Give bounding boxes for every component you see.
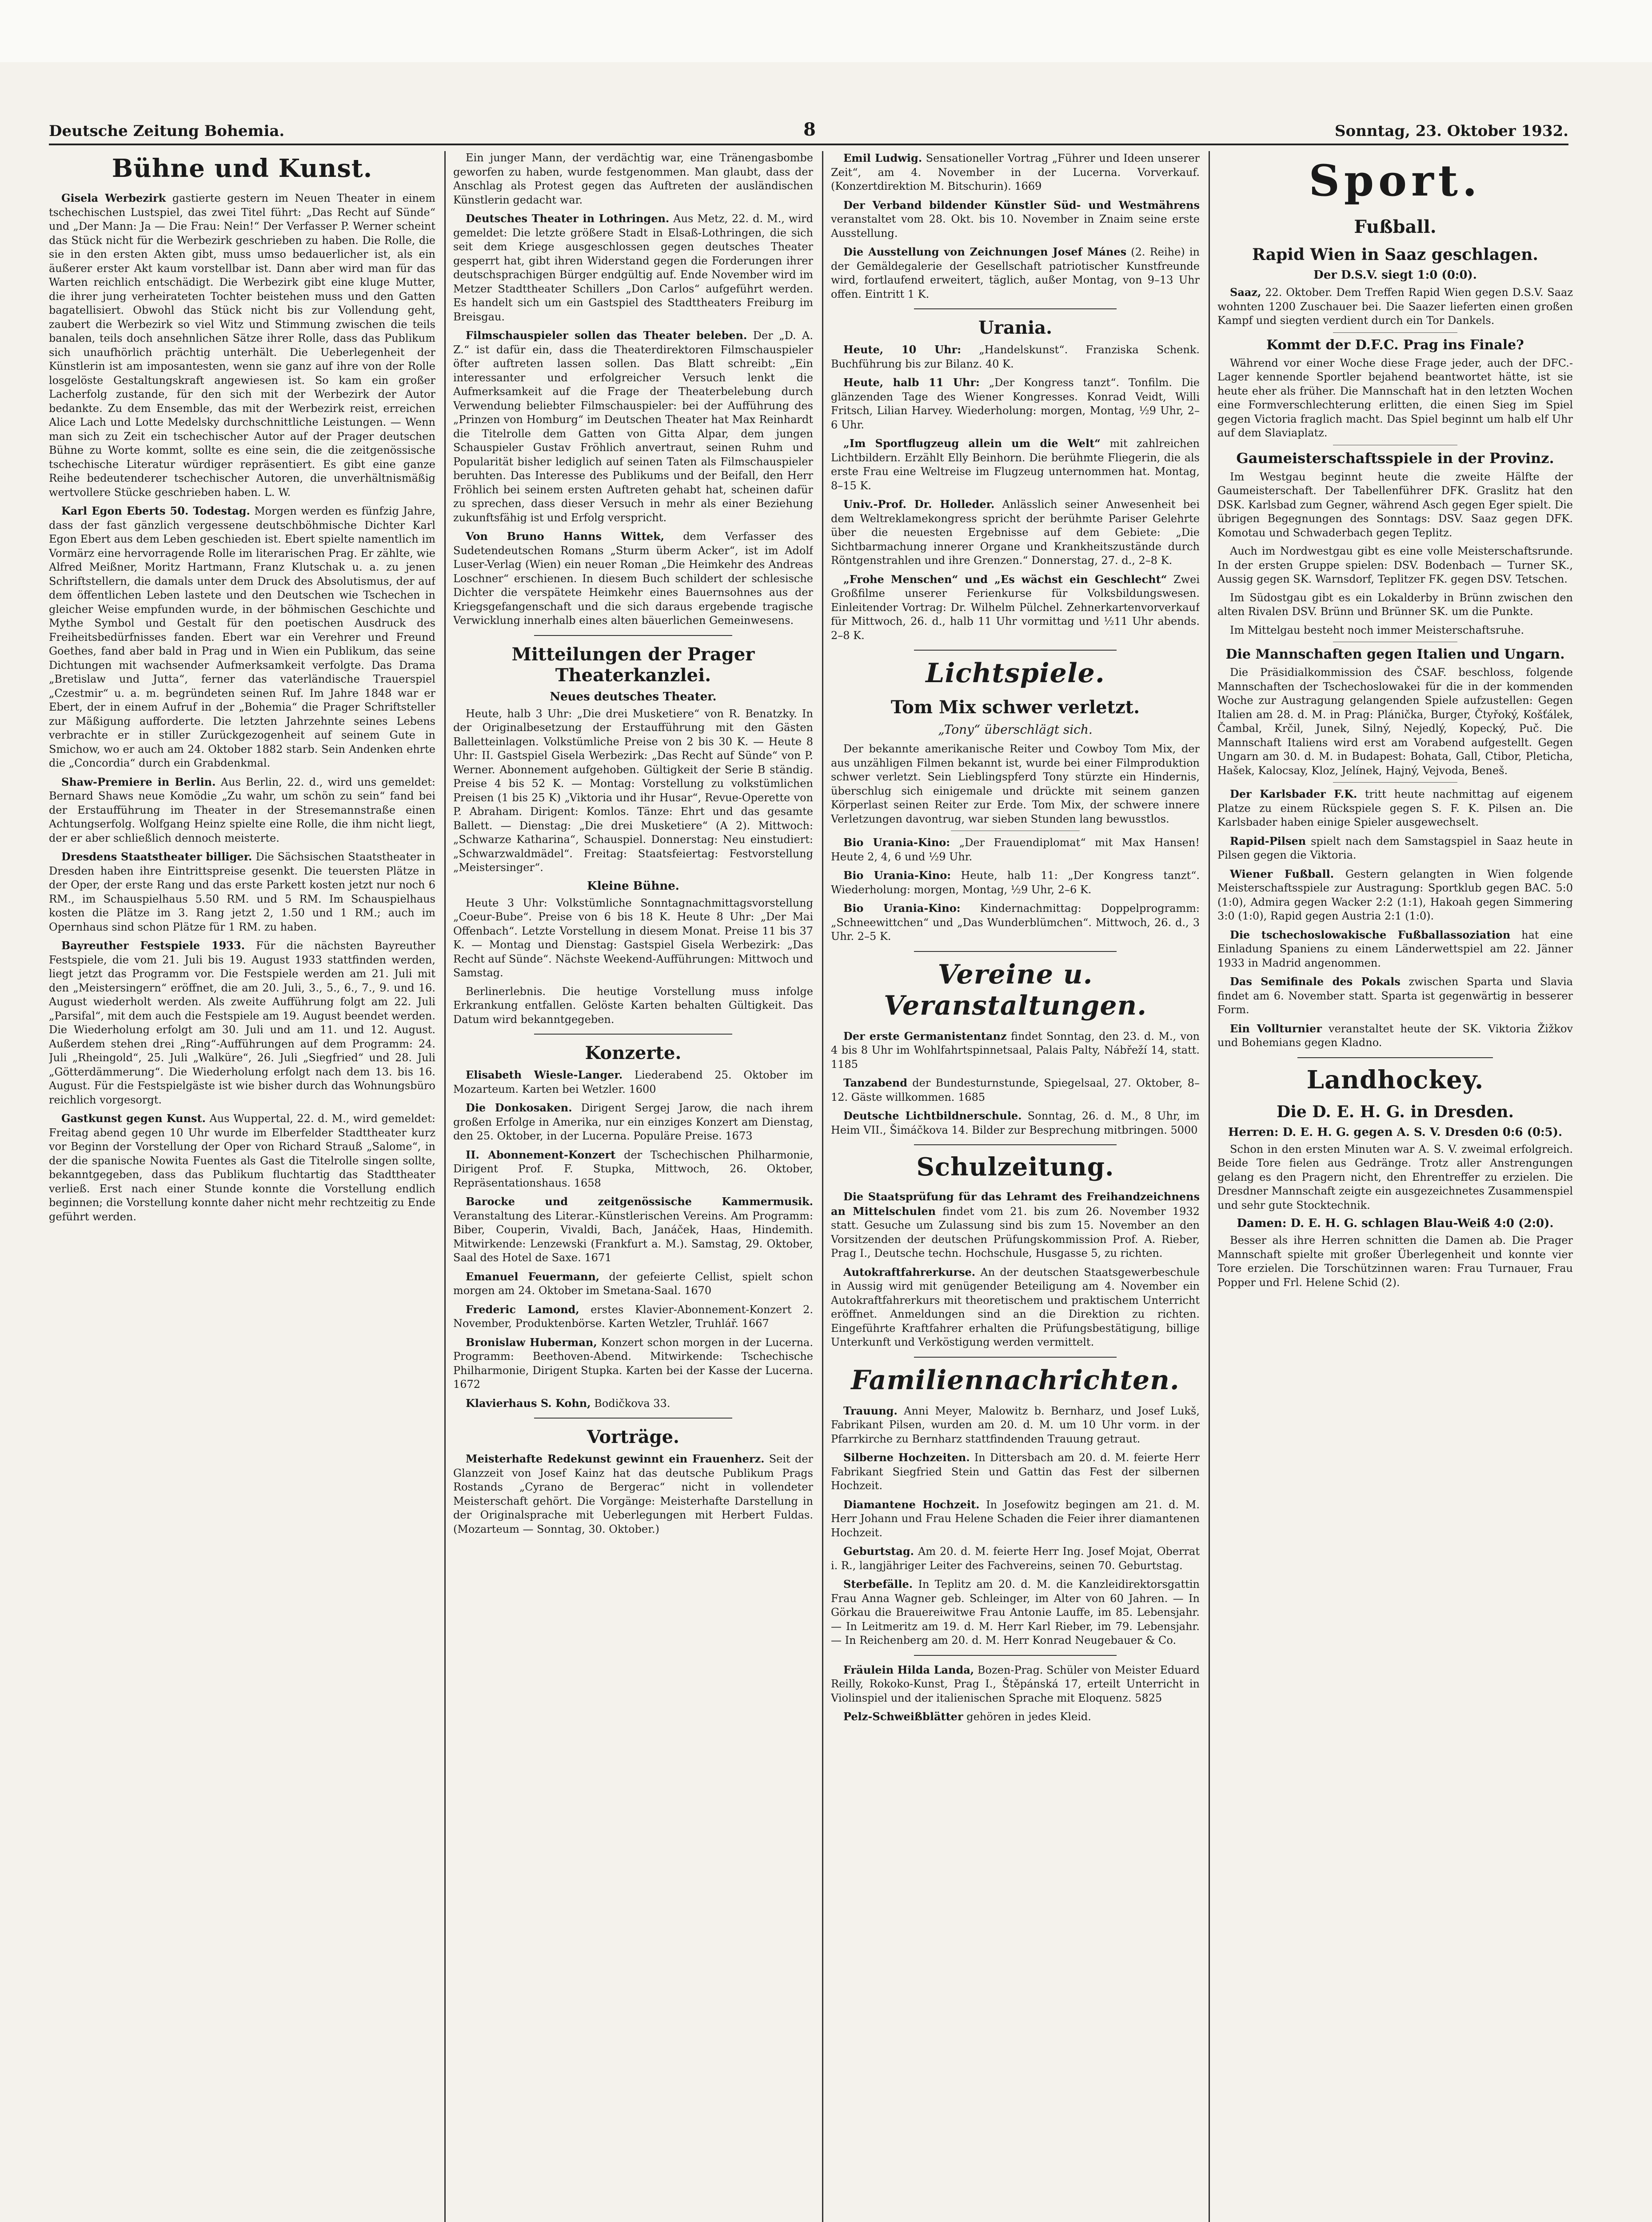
article-lead: Deutsches Theater in Lothringen. (466, 212, 670, 225)
article-text: Aus Berlin, 22. d., wird uns gemeldet: Bernard Shaws neue Komödie „Zu wahr, um schön zu sein“ fand bei der Erstaufführung im Theater in der Stresemannstraße einen Achtungserfolg. Wolfgang Heinz spielte eine Rolle, die ihm nicht liegt, der er aber schließlich dennoch meisterte. (49, 775, 435, 844)
damen-headline: Damen: D. E. H. G. schlagen Blau-Weiß 4:0 (2:0). (1237, 1217, 1554, 1230)
cinema-notice (831, 901, 1200, 944)
cinema-notice (831, 868, 1200, 897)
dfc-text: Während vor einer Woche diese Frage jeder, auch der DFC.-Lager kennende Sportler bejahend beantwortet hätte, ist sie heute eher als früher. Die Mannschaft hat in den letzten Wochen eine Formverschlechterung erlitten, die einen Sieg im Spiel gegen Victoria fraglich macht. Das Spiel beginnt um halb elf Uhr auf dem Slaviaplatz. (1217, 356, 1573, 439)
buehne-articles (49, 191, 435, 1224)
league-notice-text: Auch im Nordwestgau gibt es eine volle Meisterschaftsrunde. In der ersten Gruppe spielen: DSV. Bodenbach — Turner SK., Aussig gegen SK. Warnsdorf, Teplitzer FK. gegen DSV. Tetschen. (1217, 545, 1573, 585)
urania-notice-lead: „Im Sportflugzeug allein um die Welt“ (843, 437, 1101, 450)
article-lead: Der Verband bildender Künstler Süd- und Westmährens (843, 198, 1200, 212)
classified-notice-lead: Fräulein Hilda Landa, (843, 1663, 974, 1676)
konzerte-list (453, 1068, 813, 1411)
urania-notice-text: „Der Kongress tanzt“. Tonfilm. Die glänzenden Tage des Wiener Kongresses. Konrad Veidt, Willi Fritsch, Lilian Harvey. Wiederholung: morgen, Montag, ½9 Uhr, 2–6 Uhr. (831, 376, 1200, 431)
article (831, 245, 1200, 301)
classified-notice-text: gehören in jedes Kleid. (966, 1710, 1091, 1723)
concert-notice (453, 1335, 813, 1392)
league-notice (1217, 623, 1573, 638)
column-rule (444, 151, 446, 2222)
urania-notice (831, 436, 1200, 493)
lecture-notice (453, 1452, 813, 1536)
classified-notice (831, 1663, 1200, 1706)
divider (1333, 782, 1457, 783)
article (453, 212, 813, 324)
damen-text: Besser als ihre Herren schnitten die Damen ab. Die Prager Mannschaft spielte mit großer Überlegenheit und konnte vier Tore erzielen. Die Torschützinnen waren: Frau Turnauer, Frau Popper und Frl. Helene Schid (2). (1217, 1234, 1573, 1289)
section-title-familien: Familiennachrichten. (851, 1364, 1180, 1396)
sport-notice-text: spielt nach dem Samstagspiel in Saaz heute in Pilsen gegen die Viktoria. (1217, 835, 1573, 861)
sport-notice (1217, 787, 1573, 830)
club-notice-text: findet Sonntag, den 23. d. M., von 4 bis 8 Uhr im Wohlfahrtspinnetsaal, Palais Palty, Nábřeží 14, statt. 1185 (831, 1030, 1200, 1071)
section-title-sport: Sport. (1309, 156, 1482, 206)
divider (534, 635, 732, 636)
article-text: Aus Metz, 22. d. M., wird gemeldet: Die letzte größere Stadt in Elsaß-Lothringen, die sich seit dem Kriege ausgeschlossen gegen deutsches Theater gesperrt hat, gibt ihren Widerstand gegen die Forderungen ihrer deutschsprachigen Bürger endgültig auf. Ende November wird im Metzer Stadttheater Schillers „Don Carlos“ aufgeführt werden. Es handelt sich um ein Gastspiel des Stadttheaters Freiburg im Breisgau. (453, 212, 813, 323)
sport-notice-text: tritt heute nachmittag auf eigenem Platze zu einem Rückspiele gegen S. F. K. Pilsen an. Die Karlsbader haben einige Spieler ausgewechselt. (1217, 788, 1573, 828)
concert-notice (453, 1396, 813, 1411)
league-notice-text: Im Südostgau gibt es ein Lokalderby in Brünn zwischen den alten Rivalen DSV. Brünn und Brünner SK. um die Punkte. (1217, 591, 1573, 618)
classified-notices (831, 1663, 1200, 1724)
article (49, 850, 435, 934)
club-notice-lead: Tanzabend (843, 1076, 908, 1089)
club-notice (831, 1029, 1200, 1072)
club-notice (831, 1109, 1200, 1137)
urania-notice-text: Zwei Großfilme unserer Ferienkurse für Volksbildungswesen. Einleitender Vortrag: Dr. Wilhelm Pülchel. Zehnerkartenvorverkauf für Mittwoch, 26. d., halb 11 Uhr vormittag und ½11 Uhr abends. 2–8 K. (831, 573, 1200, 642)
sport-notice-text: Gestern gelangten in Wien folgende Meisterschaftsspiele zur Austragung: Sportklub gegen BAC. 5:0 (1:0), Admira gegen Wacker 2:2 (1:1), Hakoah gegen Simmering 3:0 (1:0), Rapid gegen Austria 2:1 (1:0). (1217, 867, 1573, 922)
divider (1333, 332, 1457, 333)
exhibition-articles (831, 151, 1200, 301)
urania-list (831, 343, 1200, 643)
kino-list (831, 835, 1200, 944)
section-title-urania: Urania. (978, 317, 1052, 338)
concert-notice-lead: Klavierhaus S. Kohn, (466, 1396, 591, 1410)
cinema-notice-text: „Der Frauendiplomat“ mit Max Hansen! Heute 2, 4, 6 und ½9 Uhr. (831, 836, 1200, 863)
kleine-buehne-text: Heute 3 Uhr: Volkstümliche Sonntagnachmittagsvorstellung „Coeur-Bube“. Preise von 6 bis 18 K. Heute 8 Uhr: „Der Mai Offenbach“. Letzte Vorstellung in diesem Monat. Preise 11 bis 37 K. — Montag und Dienstag: Gastspiel Gisela Werbezirk: „Das Recht auf Sünde“. Nächste Weekend-Aufführungen: Mittwoch und Samstag. (453, 896, 813, 979)
club-notice-text: Sonntag, 26. d. M., 8 Uhr, im Heim VII., Šimáčkova 14. Bilder zur Besprechung mitbringen. 5000 (831, 1110, 1200, 1136)
masthead-date: Sonntag, 23. Oktober 1932. (1334, 122, 1568, 140)
column-vereine (831, 151, 1200, 2222)
divider (914, 650, 1117, 651)
sport-notice-lead: Der Karlsbader F.K. (1230, 787, 1357, 800)
sport-notice-lead: Die tschechoslowakische Fußballassoziation (1230, 928, 1511, 941)
article (831, 198, 1200, 241)
scan-margin (0, 0, 1652, 62)
article-text: Sensationeller Vortrag „Führer und Ideen unserer Zeit“, am 4. November in der Lucerna. Vorverkauf. (Konzertdirektion M. Bitschurin). 1669 (831, 152, 1200, 192)
article-text: gastierte gestern im Neuen Theater in einem tschechischen Lustspiel, das zwei Titel führt: „Das Recht auf Sünde“ und „Der Mann: Ja — Die Frau: Nein!“ Der Verfasser P. Werner scheint das Stück nicht für die Werbezirk geschrieben zu haben. Die Rolle, die sie in den ersten Akten gibt, muss umso bedauerlicher ist, als ein äußerer erster Akt kaum vorstellbar ist. Dann aber wird man für das Warten reichlich entschädigt. Die Werbezirk gibt eine kluge Mutter, die ihrer jung verheirateten Tochter beistehen muss und den Gatten bagatellisiert. Obwohl das Stück nicht bis zur Vollendung geht, zaubert die Werbezirk so viel Witz und Stimmung zwischen die teils banalen, teils doch ansehnlichen Sätze ihrer Rolle, dass das Publikum sich unaufhörlich prächtig unterhält. Die Ueberlegenheit der Künstlerin ist am imposantesten, wenn sie ganz auf ihre von der Rolle losgelöste Gestaltungskraft angewiesen ist. So kam ein großer Lacherfolg zustande, für den sich mit der Werbezirk der Autor bedankte. Zu dem Ensemble, das mit der Werbezirk reist, erreichen Alice Lach und Lotte Medelsky durchschnittliche Leistungen. — Wenn man sich zu Zeit ein tschechischer Autor auf der Prager deutschen Bühne zu Worte kommt, sollte es eine sein, die die zeitgenössische tschechische Literatur würdiger repräsentiert. Es gibt eine ganze Reihe bedeutenderer tschechischer Autoren, die unverhältnismäßig wertvollere Stücke geschrieben haben. L. W. (49, 192, 435, 499)
concert-notice-lead: II. Abonnement-Konzert (466, 1148, 616, 1161)
urania-notice-text: „Handelskunst“. Franziska Schenk. Buchführung bis zur Bilanz. 40 K. (831, 344, 1200, 370)
column-rule (822, 151, 823, 2222)
article-text: (2. Reihe) in der Gemäldegalerie der Gesellschaft patriotischer Kunstfreunde wird, fortlaufend erweitert, täglich, außer Montag, von 9–13 Uhr offen. Eintritt 1 K. (831, 246, 1200, 300)
article-text: Morgen werden es fünfzig Jahre, dass der fast gänzlich vergessene deutschböhmische Dichter Karl Egon Ebert aus dem Leben geschieden ist. Ebert spielte namentlich im Vormärz eine hervorragende Rolle im literarischen Prag. Er zählte, wie Alfred Meißner, Moritz Hartmann, Franz Klutschak u. a. zu jenen Schriftstellern, die damals unter dem Druck des Absolutismus, der auf dem öffentlichen Leben lastete und den Deutschen wie Tschechen in gleicher Weise empfunden wurde, in der böhmischen Geschichte und Mythe Symbol und Gestalt für den poetischen Ausdruck des Freiheitsbedürfnisses fanden. Ebert war ein Verehrer und Freund Goethes, fand aber bald in Prag und in Wien ein Publikum, das seine Dichtungen mit wachsender Aufmerksamkeit verfolgte. Das Drama „Bretislaw und Jutta“, ferner das vaterländische Trauerspiel „Czestmir“ u. a. m. begründeten seinen Ruf. Im Jahre 1848 war er Ebert, der in einem Aufruf in der „Bohemia“ die Prager Schriftsteller zur Mäßigung aufforderte. Die letzten Jahrzehnte seines Lebens verbrachte er in stiller Zurückgezogenheit auf seinem Gute in Smichow, wo er auch am 24. Oktober 1882 starb. Sein Andenken ehrte die „Concordia“ durch ein Grabdenkmal. (49, 505, 435, 769)
neues-theater-text: Heute, halb 3 Uhr: „Die drei Musketiere“ von R. Benatzky. In der Originalbesetzung der Erstaufführung mit den Gästen Balletteinlagen. Volkstümliche Preise von 2 bis 30 K. — Heute 8 Uhr: II. Gastspiel Gisela Werbezirk: „Das Recht auf Sünde“ von P. Werner. Abonnement aufgehoben. Gültigkeit der Serie B ständig. Preise 4 bis 52 K. — Montag: Vorstellung zu volkstümlichen Preisen (1 bis 25 K) „Viktoria und ihr Husar“, Revue-Operette von P. Abraham. Dirigent: Komlos. Tänze: Ehrt und das gesamte Ballett. — Dienstag: „Die drei Musketiere“ (A 2). Mittwoch: „Schwarze Katharina“, Schauspiel. Donnerstag: Neu einstudiert: „Schwarzwaldmädel“. Freitag: Staatsfeiertag: Festvorstellung „Meistersinger“. (453, 707, 813, 874)
sport-notice (1217, 1022, 1573, 1050)
section-title-buehne: Bühne und Kunst. (112, 154, 373, 183)
article (49, 504, 435, 771)
family-notice-lead: Silberne Hochzeiten. (843, 1451, 970, 1464)
article (49, 1111, 435, 1224)
club-notice-lead: Der erste Germanistentanz (843, 1029, 1007, 1043)
league-notice (1217, 544, 1573, 587)
concert-notice-lead: Frederic Lamond, (466, 1303, 579, 1316)
club-notice-lead: Deutsche Lichtbildnerschule. (843, 1109, 1022, 1122)
urania-notice (831, 343, 1200, 371)
vereine-list (831, 1029, 1200, 1138)
familien-list (831, 1404, 1200, 1648)
concert-notice-text: Dirigent Sergej Jarow, die nach ihrem großen Erfolge in Amerika, nur ein einziges Konzert am Dienstag, den 25. Oktober, in der Lucerna. Populäre Preise. 1673 (453, 1102, 813, 1142)
mannschaften-text: Die Präsidialkommission des ČSAF. beschloss, folgende Mannschaften der Tschechoslowakei für die in der kommenden Woche zur Austragung gelangenden Spiele aufzustellen: Gegen Italien am 28. d. M. in Prag: Plánička, Burger, Čtyřoký, Košťálek, Čambal, Krčil, Junek, Silný, Nejedlý, Kopecký, Puč. Die Mannschaft Italiens wird erst am Vorabend aufgestellt. Gegen Ungarn am 30. d. M. in Budapest: Bohata, Gall, Ctibor, Pleticha, Hašek, Kalocsay, Kloz, Jelínek, Hajný, Vejvoda, Beneš. (1217, 666, 1573, 777)
league-notice-text: Im Westgau beginnt heute die zweite Hälfte der Gaumeisterschaft. Der Tabellenführer DFK. Graslitz hat den DSK. Karlsbad zum Gegner, während Asch gegen Eger spielt. Die übrigen Begegnungen des Sonntags: DSV. Saaz gegen DFK. Komotau und Schwaderbach gegen Teplitz. (1217, 470, 1573, 539)
concert-notice-lead: Bronislaw Huberman, (466, 1335, 597, 1349)
concert-notice-lead: Elisabeth Wiesle-Langer. (466, 1068, 623, 1081)
column-theater (453, 151, 813, 2222)
article-lead: Die Ausstellung von Zeichnungen Josef Mánes (843, 245, 1127, 258)
concert-notice-text: Liederabend 25. Oktober im Mozarteum. Karten bei Wetzler. 1600 (453, 1069, 813, 1095)
sport-notice-text: zwischen Sparta und Slavia findet am 6. November statt. Sparta ist gegenwärtig in besserer Form. (1217, 975, 1573, 1016)
family-notice (831, 1544, 1200, 1573)
concert-notice-text: Veranstaltung des Literar.-Künstlerischen Vereins. Am Programm: Biber, Couperin, Vivaldi, Bach, Janáček, Haas, Hindemith. Mitwirkende: Lenzewski (Frankfurt a. M.). Samstag, 29. Oktober, Saal des Hotel de Saxe. 1671 (453, 1209, 813, 1264)
landhockey-headline: Die D. E. H. G. in Dresden. (1277, 1102, 1514, 1121)
fussball-headline: Rapid Wien in Saaz geschlagen. (1252, 245, 1538, 264)
divider (914, 1144, 1117, 1145)
family-notice-lead: Trauung. (843, 1404, 898, 1417)
divider (914, 1655, 1117, 1656)
concert-notice (453, 1148, 813, 1191)
school-notice (831, 1265, 1200, 1350)
article-lead: Gastkunst gegen Kunst. (61, 1112, 206, 1125)
masthead-paper-name: Deutsche Zeitung Bohemia. (49, 122, 285, 140)
family-notice (831, 1404, 1200, 1447)
match-report-lead: Saaz, (1230, 286, 1261, 299)
article-text: Aus Wuppertal, 22. d. M., wird gemeldet: Freitag abend gegen 10 Uhr wurde im Elberfelder Stadttheater kurz vor Beginn der Vorstellung der Oper von Richard Strauß „Salome“, in der die spanische Nowita Fuentes als Gast die Titelrolle singen sollte, bekanntgegeben, dass das Publikum fluchtartig das Stadttheater verließ. Erst nach einer Stunde konnte die Vorstellung endlich beginnen; die Vorstellung konnte daher nicht mehr rechtzeitig zu Ende geführt werden. (49, 1112, 435, 1223)
divider (914, 1357, 1117, 1358)
article (453, 529, 813, 628)
school-notice (831, 1190, 1200, 1261)
urania-notice (831, 497, 1200, 568)
landhockey-text: Schon in den ersten Minuten war A. S. V. zweimal erfolgreich. Beide Tore fielen aus Gedränge. Trotz aller Anstrengungen gelang es den Pragern nicht, den Ehrentreffer zu erzielen. Die Dresdner Mannschaft zeigte ein ausgezeichnetes Zusammenspiel und sehr gute Stocktechnik. (1217, 1143, 1573, 1211)
vortraege-list (453, 1452, 813, 1536)
article-lead: Emil Ludwig. (843, 152, 922, 164)
section-title-vortraege: Vorträge. (587, 1427, 679, 1447)
school-notice-lead: Die Staatsprüfung für das Lehramt des Freihandzeichnens an Mittelschulen (831, 1190, 1200, 1218)
lecture-notice-text: Seit der Glanzzeit von Josef Kainz hat das deutsche Publikum Prags Rostands „Cyrano de Bergerac“ nicht in vollendeter Meisterschaft gehört. Die Vorgänge: Meisterhafte Darstellung in der Originalsprache mit Ueberlegungen mit Herbert Fuldas. (Mozarteum — Sonntag, 30. Oktober.) (453, 1453, 813, 1535)
school-notice-text: An der deutschen Staatsgewerbeschule in Aussig wird mit genügender Beteiligung am 4. November ein Autokraftfahrerkurs mit theoretischem und praktischem Unterricht eröffnet. Anmeldungen sind an die Direktion zu richten. Eingeführte Kraftfahrer erhalten die Prüfungsbestätigung, billige Unterkunft und Verköstigung werden vermittelt. (831, 1266, 1200, 1348)
section-title-lichtspiele: Lichtspiele. (926, 658, 1105, 689)
concert-notice-text: der Tschechischen Philharmonie, Dirigent Prof. F. Stupka, Mittwoch, 26. Oktober, Repräsentationshaus. 1658 (453, 1148, 813, 1189)
family-notice-text: Am 20. d. M. feierte Herr Ing. Josef Mojat, Oberrat i. R., langjähriger Leiter des Fachvereins, seinen 70. Geburtstag. (831, 1545, 1200, 1572)
league-notice (1217, 591, 1573, 619)
article-text: veranstaltet vom 28. Okt. bis 10. November in Znaim seine erste Ausstellung. (831, 213, 1200, 240)
masthead (49, 109, 1568, 145)
urania-notice-text: Anlässlich seiner Anwesenheit bei dem Weltreklamekongress spricht der berühmte Pariser Gelehrte über die neuesten Ergebnisse auf dem Gebiete: „Die Sichtbarmachung innerer Organe und Krankheitszustände durch Röntgenstrahlen und ihre Grenzen.“ Donnerstag, 27. d., 2–8 K. (831, 498, 1200, 567)
cinema-notice-lead: Bio Urania-Kino: (843, 902, 961, 915)
section-title-schulzeitung: Schulzeitung. (916, 1152, 1114, 1182)
classified-notice-text: Bozen-Prag. Schüler von Meister Eduard Reilly, Rokoko-Kunst, Prag I., Štěpánská 17, erteilt Unterricht in Violinspiel und der italienischen Sprache mit Eloquenz. 5825 (831, 1663, 1200, 1704)
article (49, 939, 435, 1107)
column-sport (1217, 151, 1573, 2222)
family-notice-text: In Teplitz am 20. d. M. die Kanzleidirektorsgattin Frau Anna Wagner geb. Schleinger, im Alter von 60 Jahren. — In Görkau die Brauereiwitwe Frau Antonie Lauffe, im 85. Lebensjahr. — In Leitmeritz am 19. d. M. Herr Karl Rieber, im 79. Lebensjahr. — In Reichenberg am 20. d. M. Herr Konrad Neugebauer & Co. (831, 1578, 1200, 1647)
cinema-notice-text: Kindernachmittag: Doppelprogramm: „Schneewittchen“ und „Das Wunderblümchen“. Mittwoch, 26. d., 3 Uhr. 2–5 K. (831, 902, 1200, 943)
cinema-notice-text: Heute, halb 11: „Der Kongress tanzt“. Wiederholung: morgen, Montag, ½9 Uhr, 2–6 K. (831, 869, 1200, 896)
family-notice (831, 1498, 1200, 1540)
concert-notice-text: Konzert schon morgen in der Lucerna. Programm: Beethoven-Abend. Mitwirkende: Tschechische Philharmonie, Dirigent Stupka. Karten bei der Kasse der Lucerna. 1672 (453, 1336, 813, 1391)
classified-notice-lead: Pelz-Schweißblätter (843, 1710, 963, 1723)
concert-notice-text: Bodičkova 33. (594, 1397, 670, 1410)
urania-notice-text: mit zahlreichen Lichtbildern. Erzählt Elly Beinhorn. Die berühmte Fliegerin, die als erste Frau eine Weltreise im Flugzeug unternommen hat. Montag, 8–15 K. (831, 437, 1200, 492)
article-text: Der „D. A. Z.“ ist dafür ein, dass die Theaterdirektoren Filmschauspieler öfter auftreten lassen sollen. Das Blatt schreibt: „Ein interessanter und erfolgreicher Versuch lenkt die Aufmerksamkeit auf die Frage der Theaterbelebung durch Verwendung beliebter Filmschauspieler: bei der Aufführung des „Prinzen von Homburg“ im Deutschen Theater hat Max Reinhardt die Titelrolle dem Gatten von Gitta Alpar, dem jungen Schauspieler Gustav Fröhlich anvertraut, seinen Ruhm und Popularität bisher lediglich auf seinen Taten als Filmschauspieler beruhten. Das Interesse des Publikums und der Beifall, den Herr Fröhlich bei seinem ersten Auftreten gehabt hat, scheinen dafür zu sprechen, dass dieser Versuch in mehr als einer Beziehung zukunftsfähig ist und Erfolg verspricht. (453, 329, 813, 524)
dfc-headline: Kommt der D.F.C. Prag ins Finale? (1266, 337, 1524, 353)
sport-notice (1217, 867, 1573, 923)
lichtspiele-headline: Tom Mix schwer verletzt. (890, 697, 1140, 718)
article (831, 151, 1200, 194)
section-title-landhockey: Landhockey. (1306, 1065, 1484, 1095)
club-notice-text: der Bundesturnstunde, Spiegelsaal, 27. Oktober, 8–12. Gäste willkommen. 1685 (831, 1077, 1200, 1103)
lecture-notice-lead: Meisterhafte Redekunst gewinnt ein Frauenherz. (466, 1452, 765, 1465)
family-notice-lead: Geburtstag. (843, 1545, 914, 1558)
subsection-fussball: Fußball. (1354, 216, 1437, 237)
article-lead: Karl Egon Eberts 50. Todestag. (61, 504, 250, 517)
divider (914, 308, 1117, 309)
sport-notice-lead: Ein Vollturnier (1230, 1022, 1322, 1035)
urania-notice-lead: Heute, halb 11 Uhr: (843, 376, 980, 389)
lichtspiele-subhead: „Tony“ überschlägt sich. (938, 722, 1093, 737)
concert-notice (453, 1303, 813, 1331)
fussball-list (1217, 285, 1573, 328)
article-text: Für die nächsten Bayreuther Festspiele, die vom 21. Juli bis 19. August 1933 stattfinden werden, liegt jetzt das Programm vor. Die Festspiele werden am 21. Juli mit den „Meistersingern“ eröffnet, die am 20. Juli, 3., 5., 6., 7., 9. und 16. August wiederholt werden. Als zweite Aufführung folgt am 22. Juli „Parsifal“, mit dem auch die Festspiele am 19. August beendet werden. Die Wiederholung erfolgt am 30. Juli und am 11. und 12. August. Außerdem stehen drei „Ring“-Aufführungen auf dem Programm: 24. Juli „Rheingold“, 25. Juli „Walküre“, 26. Juli „Siegfried“ und 28. Juli „Götterdämmerung“. Die Wiederholung erfolgt nach dem 13. bis 16. August. Für die Festspielgäste ist wie bisher durch das Wohnungsbüro reichlich vorgesorgt. (49, 939, 435, 1106)
article-text: dem Verfasser des Sudetendeutschen Romans „Sturm überm Acker“, ist im Adolf Luser-Verlag (Wien) ein neuer Roman „Die Heimkehr des Andreas Loschner“ erschienen. In diesem Buch schildert der schlesische Dichter die verspätete Heimkehr eines Bauernsohnes aus der Kriegsgefangenschaft und die sich daraus ergebende tragische Verwicklung innerhalb eines alten bäuerlichen Gemeinwesens. (453, 530, 813, 627)
article-lead: Filmschauspieler sollen das Theater beleben. (466, 329, 747, 342)
urania-notice-lead: Heute, 10 Uhr: (843, 343, 962, 356)
page-number: 8 (803, 119, 816, 140)
sport-notice-lead: Rapid-Pilsen (1230, 834, 1306, 847)
urania-notice (831, 376, 1200, 432)
sport-notice-lead: Das Semifinale des Pokals (1230, 975, 1401, 988)
fussball-subline: Der D.S.V. siegt 1:0 (0:0). (1313, 268, 1477, 282)
landhockey-subline: Herren: D. E. H. G. gegen A. S. V. Dresden 0:6 (0:5). (1228, 1125, 1563, 1139)
school-notice-text: findet vom 21. bis zum 26. November 1932 statt. Gesuche um Zulassung sind bis zum 15. November an den Vorsitzenden der deutschen Prüfungskommission Prof. A. Rieber, Prag I., Deutsche techn. Hochschule, Husgasse 5, zu richten. (831, 1205, 1200, 1259)
urania-notice-lead: „Frohe Menschen“ und „Es wächst ein Geschlecht“ (843, 572, 1167, 586)
family-notice-lead: Sterbefälle. (843, 1578, 913, 1591)
club-notice (831, 1076, 1200, 1104)
gau-list (1217, 470, 1573, 638)
classified-notice (831, 1710, 1200, 1724)
school-notice-lead: Autokraftfahrerkurse. (843, 1265, 976, 1279)
urania-notice-lead: Univ.-Prof. Dr. Holleder. (843, 498, 995, 511)
lichtspiele-text: Der bekannte amerikanische Reiter und Cowboy Tom Mix, der aus unzähligen Filmen bekannt ist, wurde bei einer Filmproduktion schwer verletzt. Sein Lieblingspferd Tony stürzte ein Hindernis, überschlug sich einigemale und drückte mit seinem ganzen Körperlast seinen Reiter zur Erde. Tom Mix, der schwere innere Verletzungen davontrug, war sieben Stunden lang bewusstlos. (831, 743, 1200, 825)
section-title-vereine: Vereine u. Veranstaltungen. (883, 959, 1147, 1021)
article (49, 191, 435, 500)
article-text: Die Sächsischen Staatstheater in Dresden haben ihre Eintrittspreise gesenkt. Die teuersten Plätze in der Oper, der erste Rang und das erste Parkett kosten jetzt nur noch 6 RM., im Schauspielhaus 5.50 RM. und 5 RM. Im Schauspielhaus kosten die Plätze im 3. Rang jetzt 2, 1.50 und 1 RM.; auch im Opernhaus sind schon Plätze für 1 RM. zu haben. (49, 851, 435, 933)
divider (914, 951, 1117, 952)
concert-notice (453, 1101, 813, 1143)
cinema-notice-lead: Bio Urania-Kino: (843, 836, 950, 849)
article (49, 775, 435, 846)
divider (534, 1418, 732, 1419)
sport-notice (1217, 928, 1573, 971)
cinema-notice-lead: Bio Urania-Kino: (843, 869, 951, 882)
league-notice-text: Im Mittelgau besteht noch immer Meisterschaftsruhe. (1230, 623, 1524, 636)
sport-notice (1217, 834, 1573, 863)
concert-notice-text: der gefeierte Cellist, spielt schon morgen am 24. Oktober im Smetana-Saal. 1670 (453, 1270, 813, 1297)
sport-notice-text: veranstaltet heute der SK. Viktoria Žižkov und Bohemians gegen Kladno. (1217, 1022, 1573, 1049)
concert-notice (453, 1068, 813, 1096)
cinema-notice (831, 835, 1200, 864)
family-notice (831, 1577, 1200, 1648)
sport-notice-text: hat eine Einladung Spaniens zu einem Länderwettspiel am 22. Jänner 1933 in Madrid angenommen. (1217, 928, 1573, 969)
urania-notice (831, 572, 1200, 643)
article-lead: Gisela Werbezirk (61, 192, 166, 204)
match-report (1217, 285, 1573, 328)
family-notice-lead: Diamantene Hochzeit. (843, 1498, 980, 1511)
column-rule (1209, 151, 1210, 2222)
concert-notice-text: erstes Klavier-Abonnement-Konzert 2. November, Produktenbörse. Karten Wetzler, Truhlář. 1667 (453, 1303, 813, 1330)
article-lead: Dresdens Staatstheater billiger. (61, 850, 252, 863)
section-title-mitteilungen: Mitteilungen der Prager Theaterkanzlei. (511, 643, 755, 686)
gau-headline: Gaumeisterschaftsspiele in der Provinz. (1236, 449, 1554, 467)
sport-notice (1217, 975, 1573, 1017)
article-lead: Von Bruno Hanns Wittek, (466, 530, 665, 543)
concert-notice-lead: Emanuel Feuermann, (466, 1270, 600, 1283)
family-notice-text: In Josefowitz begingen am 21. d. M. Herr Johann und Frau Helene Schaden die Feier ihrer diamantenen Hochzeit. (831, 1498, 1200, 1539)
article-text: Ein junger Mann, der verdächtig war, eine Tränengasbombe geworfen zu haben, wurde festgenommen. Man glaubt, dass der Anschlag als Protest gegen das Auftreten der ausländischen Künstlerin gedacht war. (453, 152, 813, 206)
sport-notes-list (1217, 787, 1573, 1050)
divider (1297, 1057, 1493, 1058)
schulzeitung-list (831, 1190, 1200, 1350)
family-notice-text: Anni Meyer, Malowitz b. Bernharz, und Josef Lukš, Fabrikant Pilsen, wurden am 20. d. M. um 10 Uhr vorm. in der Pfarrkirche zu Bernharz stattfindenden Trauung getraut. (831, 1404, 1200, 1445)
article-lead: Bayreuther Festspiele 1933. (61, 939, 245, 952)
article (453, 151, 813, 207)
article-lead: Shaw-Premiere in Berlin. (61, 775, 216, 788)
concert-notice-lead: Die Donkosaken. (466, 1101, 572, 1114)
league-notice (1217, 470, 1573, 540)
concert-notice-lead: Barocke und zeitgenössische Kammermusik. (466, 1195, 813, 1208)
match-report-text: 22. Oktober. Dem Treffen Rapid Wien gegen D.S.V. Saaz wohnten 1200 Zuschauer bei. Die Saazer lieferten einen großen Kampf und siegten verdient durch ein Tor Dankels. (1217, 286, 1573, 327)
article (453, 328, 813, 525)
subsection-kleine-buehne: Kleine Bühne. (587, 879, 679, 893)
theater-articles (453, 151, 813, 628)
family-notice-text: In Dittersbach am 20. d. M. feierte Herr Fabrikant Siegfried Stein und Gattin das Fest der silbernen Hochzeit. (831, 1451, 1200, 1492)
divider (534, 1034, 732, 1035)
family-notice (831, 1451, 1200, 1493)
sport-notice-lead: Wiener Fußball. (1230, 867, 1334, 880)
concert-notice (453, 1195, 813, 1265)
subsection-neues-theater: Neues deutsches Theater. (550, 690, 717, 703)
berlin-notice: Berlinerlebnis. Die heutige Vorstellung muss infolge Erkrankung entfallen. Gelöste Karten behalten Gültigkeit. Das Datum wird bekanntgegeben. (453, 985, 813, 1026)
section-title-konzerte: Konzerte. (585, 1043, 682, 1063)
concert-notice (453, 1270, 813, 1298)
mannschaften-headline: Die Mannschaften gegen Italien und Ungarn. (1225, 647, 1565, 662)
column-buehne (49, 151, 435, 2222)
